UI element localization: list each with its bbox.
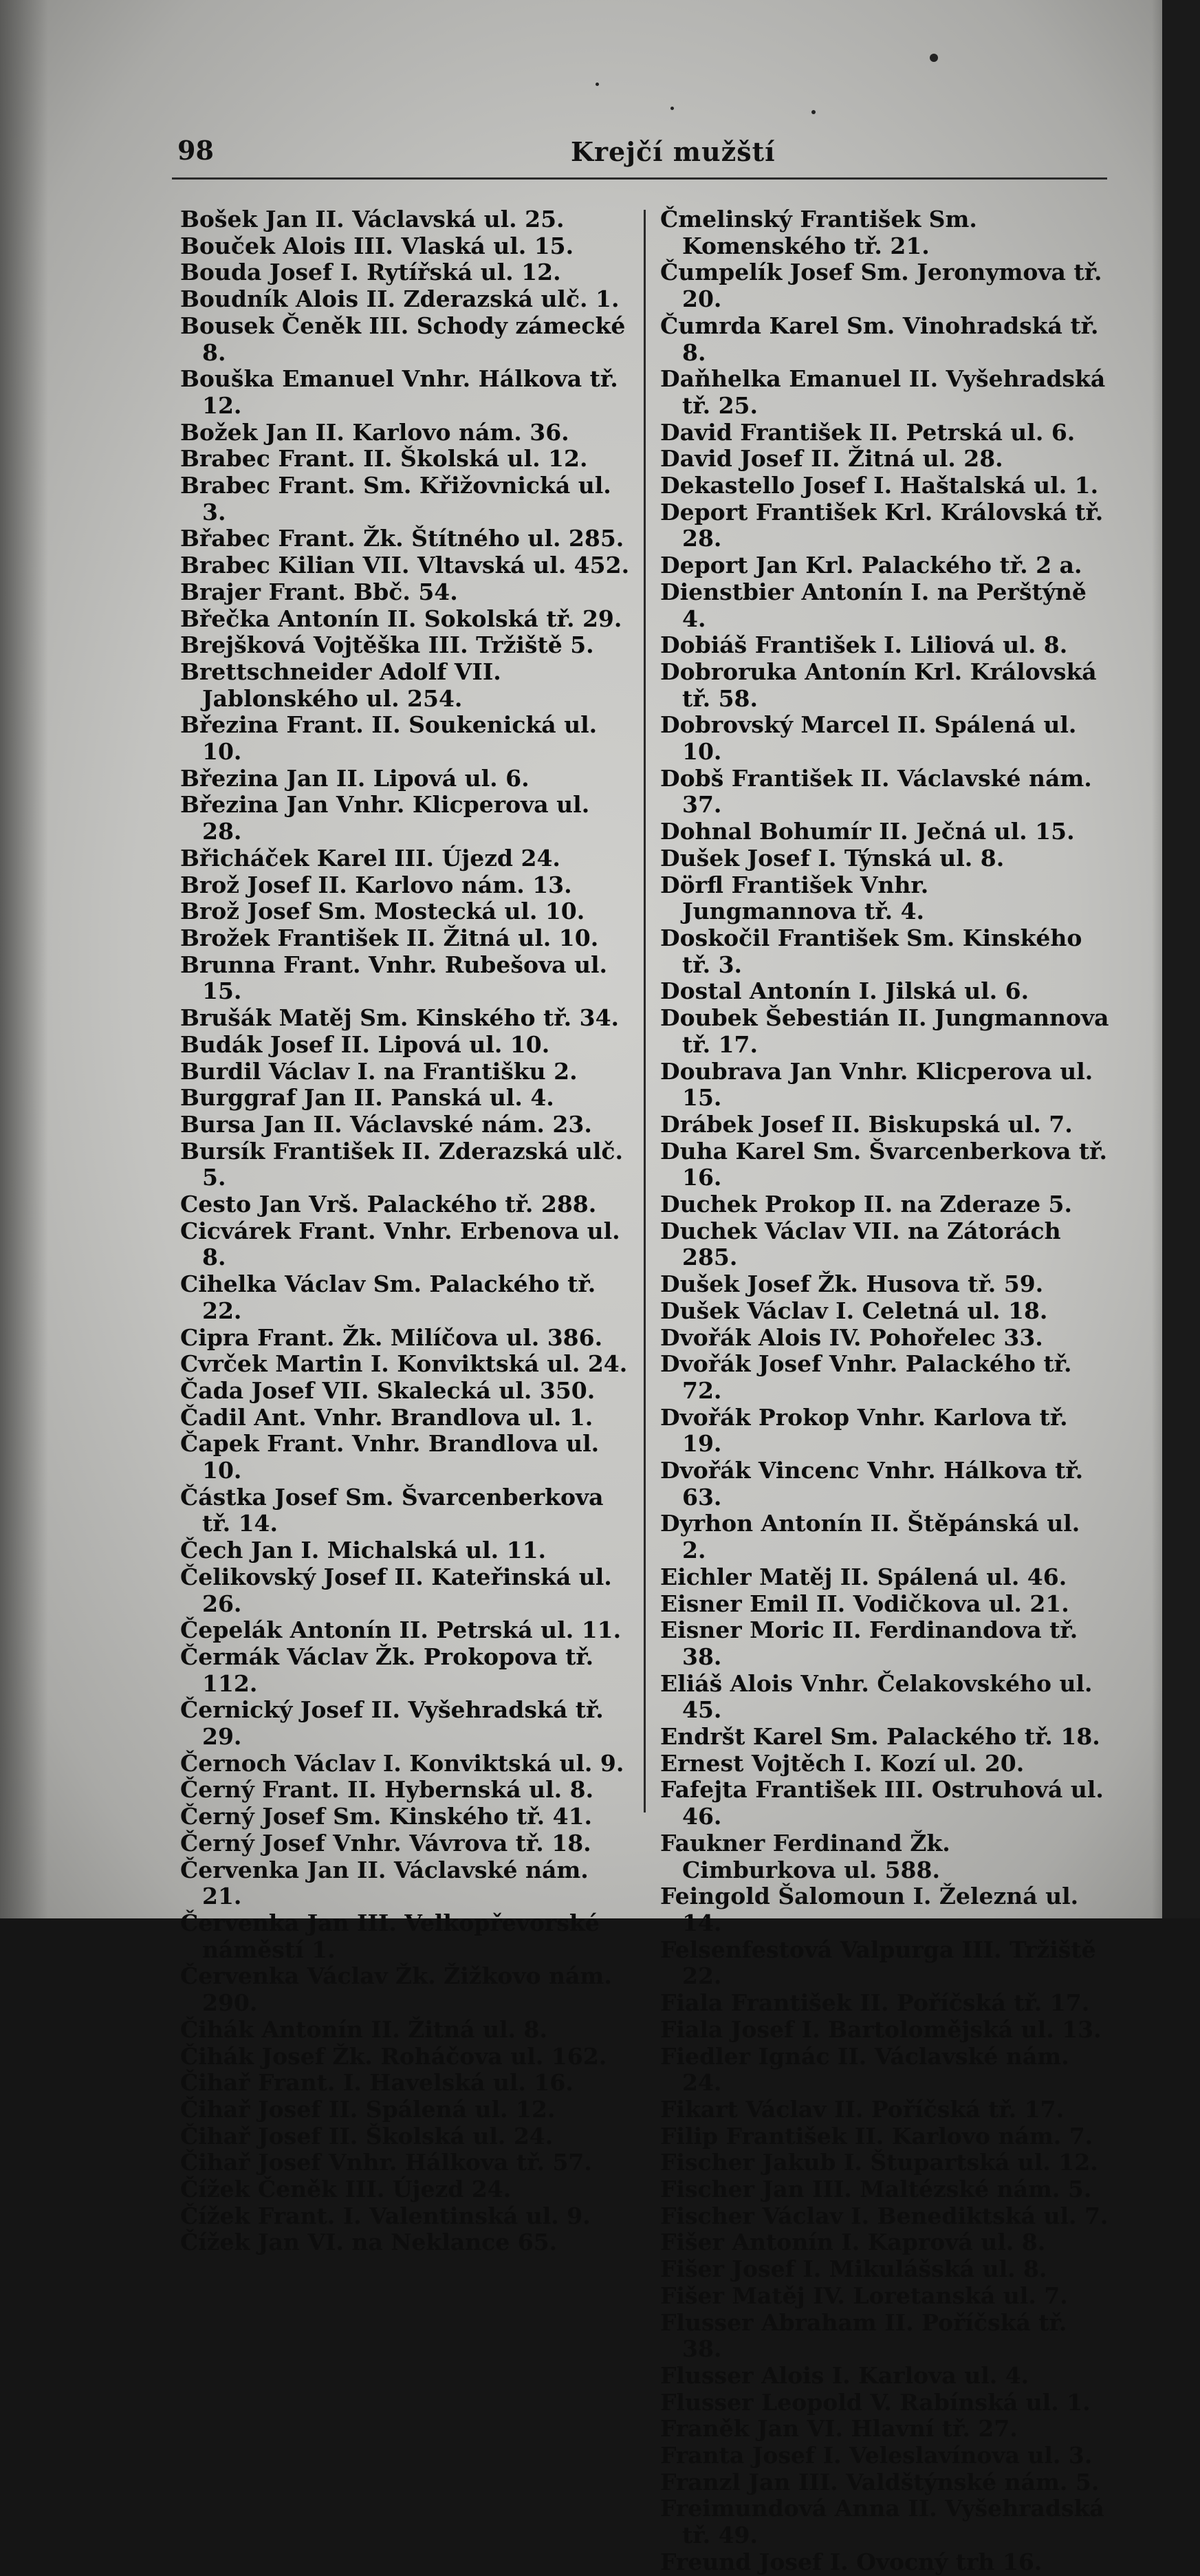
directory-entry: Fiala Josef I. Bartolomějská ul. 13.: [660, 2015, 1102, 2043]
directory-entry: Božek Jan II. Karlovo nám. 36.: [180, 418, 569, 446]
directory-entry: Fišer Josef I. Mikulášská ul. 8.: [660, 2255, 1047, 2283]
directory-entry: Brož Josef Sm. Mostecká ul. 10.: [180, 898, 585, 925]
directory-entry: Břečka Antonín II. Sokolská tř. 29.: [180, 605, 622, 632]
directory-entry: Břicháček Karel III. Újezd 24.: [180, 844, 560, 872]
directory-entry: Eliáš Alois Vnhr. Čelakovského ul. 45.: [660, 1669, 1093, 1724]
directory-entry: Čapek Frant. Vnhr. Brandlova ul. 10.: [180, 1430, 600, 1484]
directory-entry: Brož Josef II. Karlovo nám. 13.: [180, 871, 572, 898]
directory-entry: Fischer Jakub I. Štupartská ul. 12.: [660, 2149, 1098, 2176]
directory-entry: Břabec Frant. Žk. Štítného ul. 285.: [180, 525, 624, 552]
directory-entry: Bouček Alois III. Vlaská ul. 15.: [180, 232, 574, 259]
directory-entry: Dušek Václav I. Celetná ul. 18.: [660, 1297, 1048, 1324]
directory-entry: Budák Josef II. Lipová ul. 10.: [180, 1030, 550, 1058]
directory-entry: Dekastello Josef I. Haštalská ul. 1.: [660, 472, 1099, 499]
directory-entry: Dobroruka Antonín Krl. Královská tř. 58.: [660, 658, 1097, 712]
directory-entry: Čadil Ant. Vnhr. Brandlova ul. 1.: [180, 1403, 593, 1431]
directory-entry: Čihař Josef II. Spálená ul. 12.: [180, 2095, 556, 2123]
directory-entry: Čech Jan I. Michalská ul. 11.: [180, 1537, 547, 1564]
directory-entry: Brabec Frant. Sm. Křižovnická ul. 3.: [180, 472, 611, 526]
directory-entry: Duha Karel Sm. Švarcenberkova tř. 16.: [660, 1137, 1107, 1191]
page-number: 98: [177, 135, 214, 166]
directory-entry: Bursa Jan II. Václavské nám. 23.: [180, 1110, 592, 1138]
directory-entry: Eichler Matěj II. Spálená ul. 46.: [660, 1563, 1067, 1590]
page-shadow-left: [0, 0, 48, 1918]
directory-entry: Flusser Alois I. Karlova ul. 4.: [660, 2361, 1029, 2389]
directory-entry: Čížek Jan VI. na Neklance 65.: [180, 2229, 558, 2256]
directory-entry: Dvořák Prokop Vnhr. Karlova tř. 19.: [660, 1403, 1068, 1458]
directory-entry: Dvořák Vincenc Vnhr. Hálkova tř. 63.: [660, 1457, 1084, 1511]
directory-entry: David Josef II. Žitná ul. 28.: [660, 445, 1003, 473]
directory-entry: Cipra Frant. Žk. Milíčova ul. 386.: [180, 1323, 603, 1351]
directory-entry: Ernest Vojtěch I. Kozí ul. 20.: [660, 1749, 1025, 1777]
directory-entry: Freimundová Anna II. Vyšehradská tř. 49.: [660, 2495, 1104, 2549]
directory-entry: Čihák Antonín II. Žitná ul. 8.: [180, 2015, 547, 2043]
directory-entry: Bousek Čeněk III. Schody zámecké 8.: [180, 312, 626, 366]
directory-entry: Brabec Kilian VII. Vltavská ul. 452.: [180, 552, 630, 579]
directory-entry: Červenka Jan II. Václavské nám. 21.: [180, 1856, 589, 1910]
directory-entry: Čihař Frant. I. Havelská ul. 16.: [180, 2069, 574, 2097]
directory-entry: Bouška Emanuel Vnhr. Hálkova tř. 12.: [180, 365, 618, 419]
directory-entry: Černý Frant. II. Hybernská ul. 8.: [180, 1776, 594, 1804]
directory-entry: Cihelka Václav Sm. Palackého tř. 22.: [180, 1270, 596, 1324]
directory-entry: David František II. Petrská ul. 6.: [660, 418, 1076, 446]
directory-entry: Fišer Matěj IV. Loretanská ul. 7.: [660, 2282, 1068, 2309]
directory-entry: Duchek Prokop II. na Zderaze 5.: [660, 1191, 1073, 1218]
directory-entry: Čada Josef VII. Skalecká ul. 350.: [180, 1376, 596, 1404]
directory-entry: Čížek Frant. I. Valentinská ul. 9.: [180, 2202, 591, 2229]
directory-entry: Fafejta František III. Ostruhová ul. 46.: [660, 1776, 1104, 1830]
directory-entry: Brejšková Vojtěška III. Tržiště 5.: [180, 631, 594, 659]
directory-entry: Černický Josef II. Vyšehradská tř. 29.: [180, 1696, 604, 1751]
directory-entry: Černoch Václav I. Konviktská ul. 9.: [180, 1749, 624, 1777]
directory-entry: Brušák Matěj Sm. Kinského tř. 34.: [180, 1004, 620, 1032]
directory-entry: Doubrava Jan Vnhr. Klicperova ul. 15.: [660, 1057, 1093, 1112]
directory-entry: Dobiáš František I. Liliová ul. 8.: [660, 631, 1068, 659]
directory-entry: Černý Josef Sm. Kinského tř. 41.: [180, 1803, 593, 1830]
directory-entry: Cvrček Martin I. Konviktská ul. 24.: [180, 1350, 628, 1378]
directory-entry: Eisner Emil II. Vodičkova ul. 21.: [660, 1590, 1069, 1617]
directory-entry: Fikart Václav II. Poříčská tř. 17.: [660, 2095, 1065, 2123]
directory-entry: Flusser Leopold V. Rabínská ul. 1.: [660, 2388, 1091, 2416]
directory-entry: Čížek Čeněk III. Újezd 24.: [180, 2176, 512, 2203]
running-head: Krejčí mužští: [571, 136, 776, 167]
directory-entry: Doubek Šebestián II. Jungmannova tř. 17.: [660, 1004, 1109, 1058]
directory-entry: Fiedler Ignác II. Václavské nám. 24.: [660, 2042, 1069, 2097]
directory-entry: Čumrda Karel Sm. Vinohradská tř. 8.: [660, 312, 1099, 366]
directory-entry: Freund Josef I. Ovocný trh 16.: [660, 2548, 1043, 2575]
directory-entry: Čermák Václav Žk. Prokopova tř. 112.: [180, 1643, 594, 1697]
header-rule: [172, 177, 1107, 180]
directory-entry: Dienstbier Antonín I. na Perštýně 4.: [660, 578, 1087, 632]
directory-entry: Čihař Josef II. Školská ul. 24.: [180, 2122, 554, 2150]
directory-entry: Černý Josef Vnhr. Vávrova tř. 18.: [180, 1829, 591, 1857]
directory-entry: Dostal Antonín I. Jilská ul. 6.: [660, 977, 1029, 1005]
directory-entry: Franta Josef I. Veleslavínova ul. 3.: [660, 2442, 1093, 2469]
column-divider: [644, 210, 646, 1812]
directory-entry: Březina Jan Vnhr. Klicperova ul. 28.: [180, 791, 590, 845]
directory-entry: Feingold Šalomoun I. Železná ul. 14.: [660, 1883, 1079, 1936]
directory-entry: Burggraf Jan II. Panská ul. 4.: [180, 1084, 554, 1112]
directory-entry: Franěk Jan VI. Hlavní tř. 27.: [660, 2415, 1018, 2443]
ink-speck: [811, 110, 816, 114]
directory-entry: Čumpelík Josef Sm. Jeronymova tř. 20.: [660, 259, 1102, 313]
directory-entry: Fišer Antonín I. Kaprová ul. 8.: [660, 2229, 1046, 2256]
ink-speck: [670, 107, 674, 110]
directory-entry: Dvořák Alois IV. Pohořelec 33.: [660, 1323, 1043, 1351]
right-column: [660, 206, 1111, 2576]
directory-entry: Čihák Josef Žk. Roháčova ul. 162.: [180, 2042, 607, 2070]
dark-scan-margin: [1162, 0, 1200, 1918]
directory-entry: Brunna Frant. Vnhr. Rubešova ul. 15.: [180, 951, 608, 1005]
directory-entry: Červenka Václav Žk. Žižkovo nám. 290.: [180, 1962, 612, 2017]
directory-entry: Boudník Alois II. Zderazská ulč. 1.: [180, 285, 620, 313]
ink-speck: [596, 83, 599, 86]
directory-entry: Dušek Josef I. Týnská ul. 8.: [660, 844, 1005, 872]
directory-entry: Bursík František II. Zderazská ulč. 5.: [180, 1137, 623, 1191]
directory-entry: Fischer Jan III. Maltézské nám. 5.: [660, 2176, 1092, 2203]
directory-entry: Dušek Josef Žk. Husova tř. 59.: [660, 1270, 1044, 1298]
directory-entry: Bouda Josef I. Rytířská ul. 12.: [180, 259, 561, 286]
directory-entry: Bošek Jan II. Václavská ul. 25.: [180, 206, 565, 232]
directory-entry: Čelikovský Josef II. Kateřinská ul. 26.: [180, 1563, 612, 1617]
directory-entry: Faukner Ferdinand Žk. Cimburkova ul. 588.: [660, 1829, 950, 1883]
directory-entry: Drábek Josef II. Biskupská ul. 7.: [660, 1110, 1073, 1138]
directory-entry: Březina Frant. II. Soukenická ul. 10.: [180, 711, 598, 766]
directory-entry: Eisner Moric II. Ferdinandova tř. 38.: [660, 1616, 1078, 1670]
directory-entry: Březina Jan II. Lipová ul. 6.: [180, 764, 530, 792]
directory-entry: Filip František II. Karlovo nám. 7.: [660, 2122, 1093, 2150]
directory-entry: Fiala František II. Poříčská tř. 17.: [660, 1989, 1090, 2017]
directory-entry: Dvořák Josef Vnhr. Palackého tř. 72.: [660, 1350, 1072, 1404]
directory-entry: Cesto Jan Vrš. Palackého tř. 288.: [180, 1191, 597, 1218]
directory-entry: Burdil Václav I. na Františku 2.: [180, 1057, 578, 1085]
directory-entry: Flusser Abraham II. Poříčská tř. 38.: [660, 2308, 1067, 2363]
directory-entry: Franzl Jan III. Valdštýnské nám. 5.: [660, 2468, 1100, 2496]
directory-entry: Dohnal Bohumír II. Ječná ul. 15.: [660, 818, 1075, 845]
directory-entry: Brabec Frant. II. Školská ul. 12.: [180, 445, 588, 473]
directory-entry: Brettschneider Adolf VII. Jablonského ul. 254.: [180, 658, 501, 712]
directory-entry: Brožek František II. Žitná ul. 10.: [180, 924, 599, 951]
directory-entry: Čepelák Antonín II. Petrská ul. 11.: [180, 1616, 622, 1644]
directory-entry: Deport František Krl. Královská tř. 28.: [660, 498, 1104, 552]
directory-entry: Cicvárek Frant. Vnhr. Erbenova ul. 8.: [180, 1217, 620, 1271]
directory-entry: Čmelinský František Sm. Komenského tř. 21.: [660, 206, 977, 259]
directory-entry: Částka Josef Sm. Švarcenberkova tř. 14.: [180, 1483, 604, 1537]
directory-entry: Dobš František II. Václavské nám. 37.: [660, 764, 1092, 819]
directory-entry: Fischer Václav I. Benediktská ul. 7.: [660, 2202, 1109, 2229]
directory-entry: Čihař Josef Vnhr. Hálkova tř. 57.: [180, 2149, 592, 2176]
directory-entry: Dörfl František Vnhr. Jungmannova tř. 4.: [660, 871, 929, 925]
left-column: [180, 206, 634, 2256]
directory-entry: Brajer Frant. Bbč. 54.: [180, 578, 458, 605]
directory-entry: Daňhelka Emanuel II. Vyšehradská tř. 25.: [660, 365, 1106, 419]
directory-entry: Dyrhon Antonín II. Štěpánská ul. 2.: [660, 1510, 1080, 1564]
ink-speck: [930, 54, 938, 62]
directory-entry: Deport Jan Krl. Palackého tř. 2 a.: [660, 552, 1082, 579]
directory-entry: Duchek Václav VII. na Zátorách 285.: [660, 1217, 1061, 1271]
directory-entry: Endršt Karel Sm. Palackého tř. 18.: [660, 1723, 1100, 1751]
directory-entry: Felsenfestová Valpurga III. Tržiště 22.: [660, 1936, 1096, 1990]
directory-entry: Doskočil František Sm. Kinského tř. 3.: [660, 924, 1082, 978]
directory-entry: Dobrovský Marcel II. Spálená ul. 10.: [660, 711, 1077, 766]
directory-entry: Červenka Jan III. Velkopřevorské náměstí 1.: [180, 1909, 600, 1963]
